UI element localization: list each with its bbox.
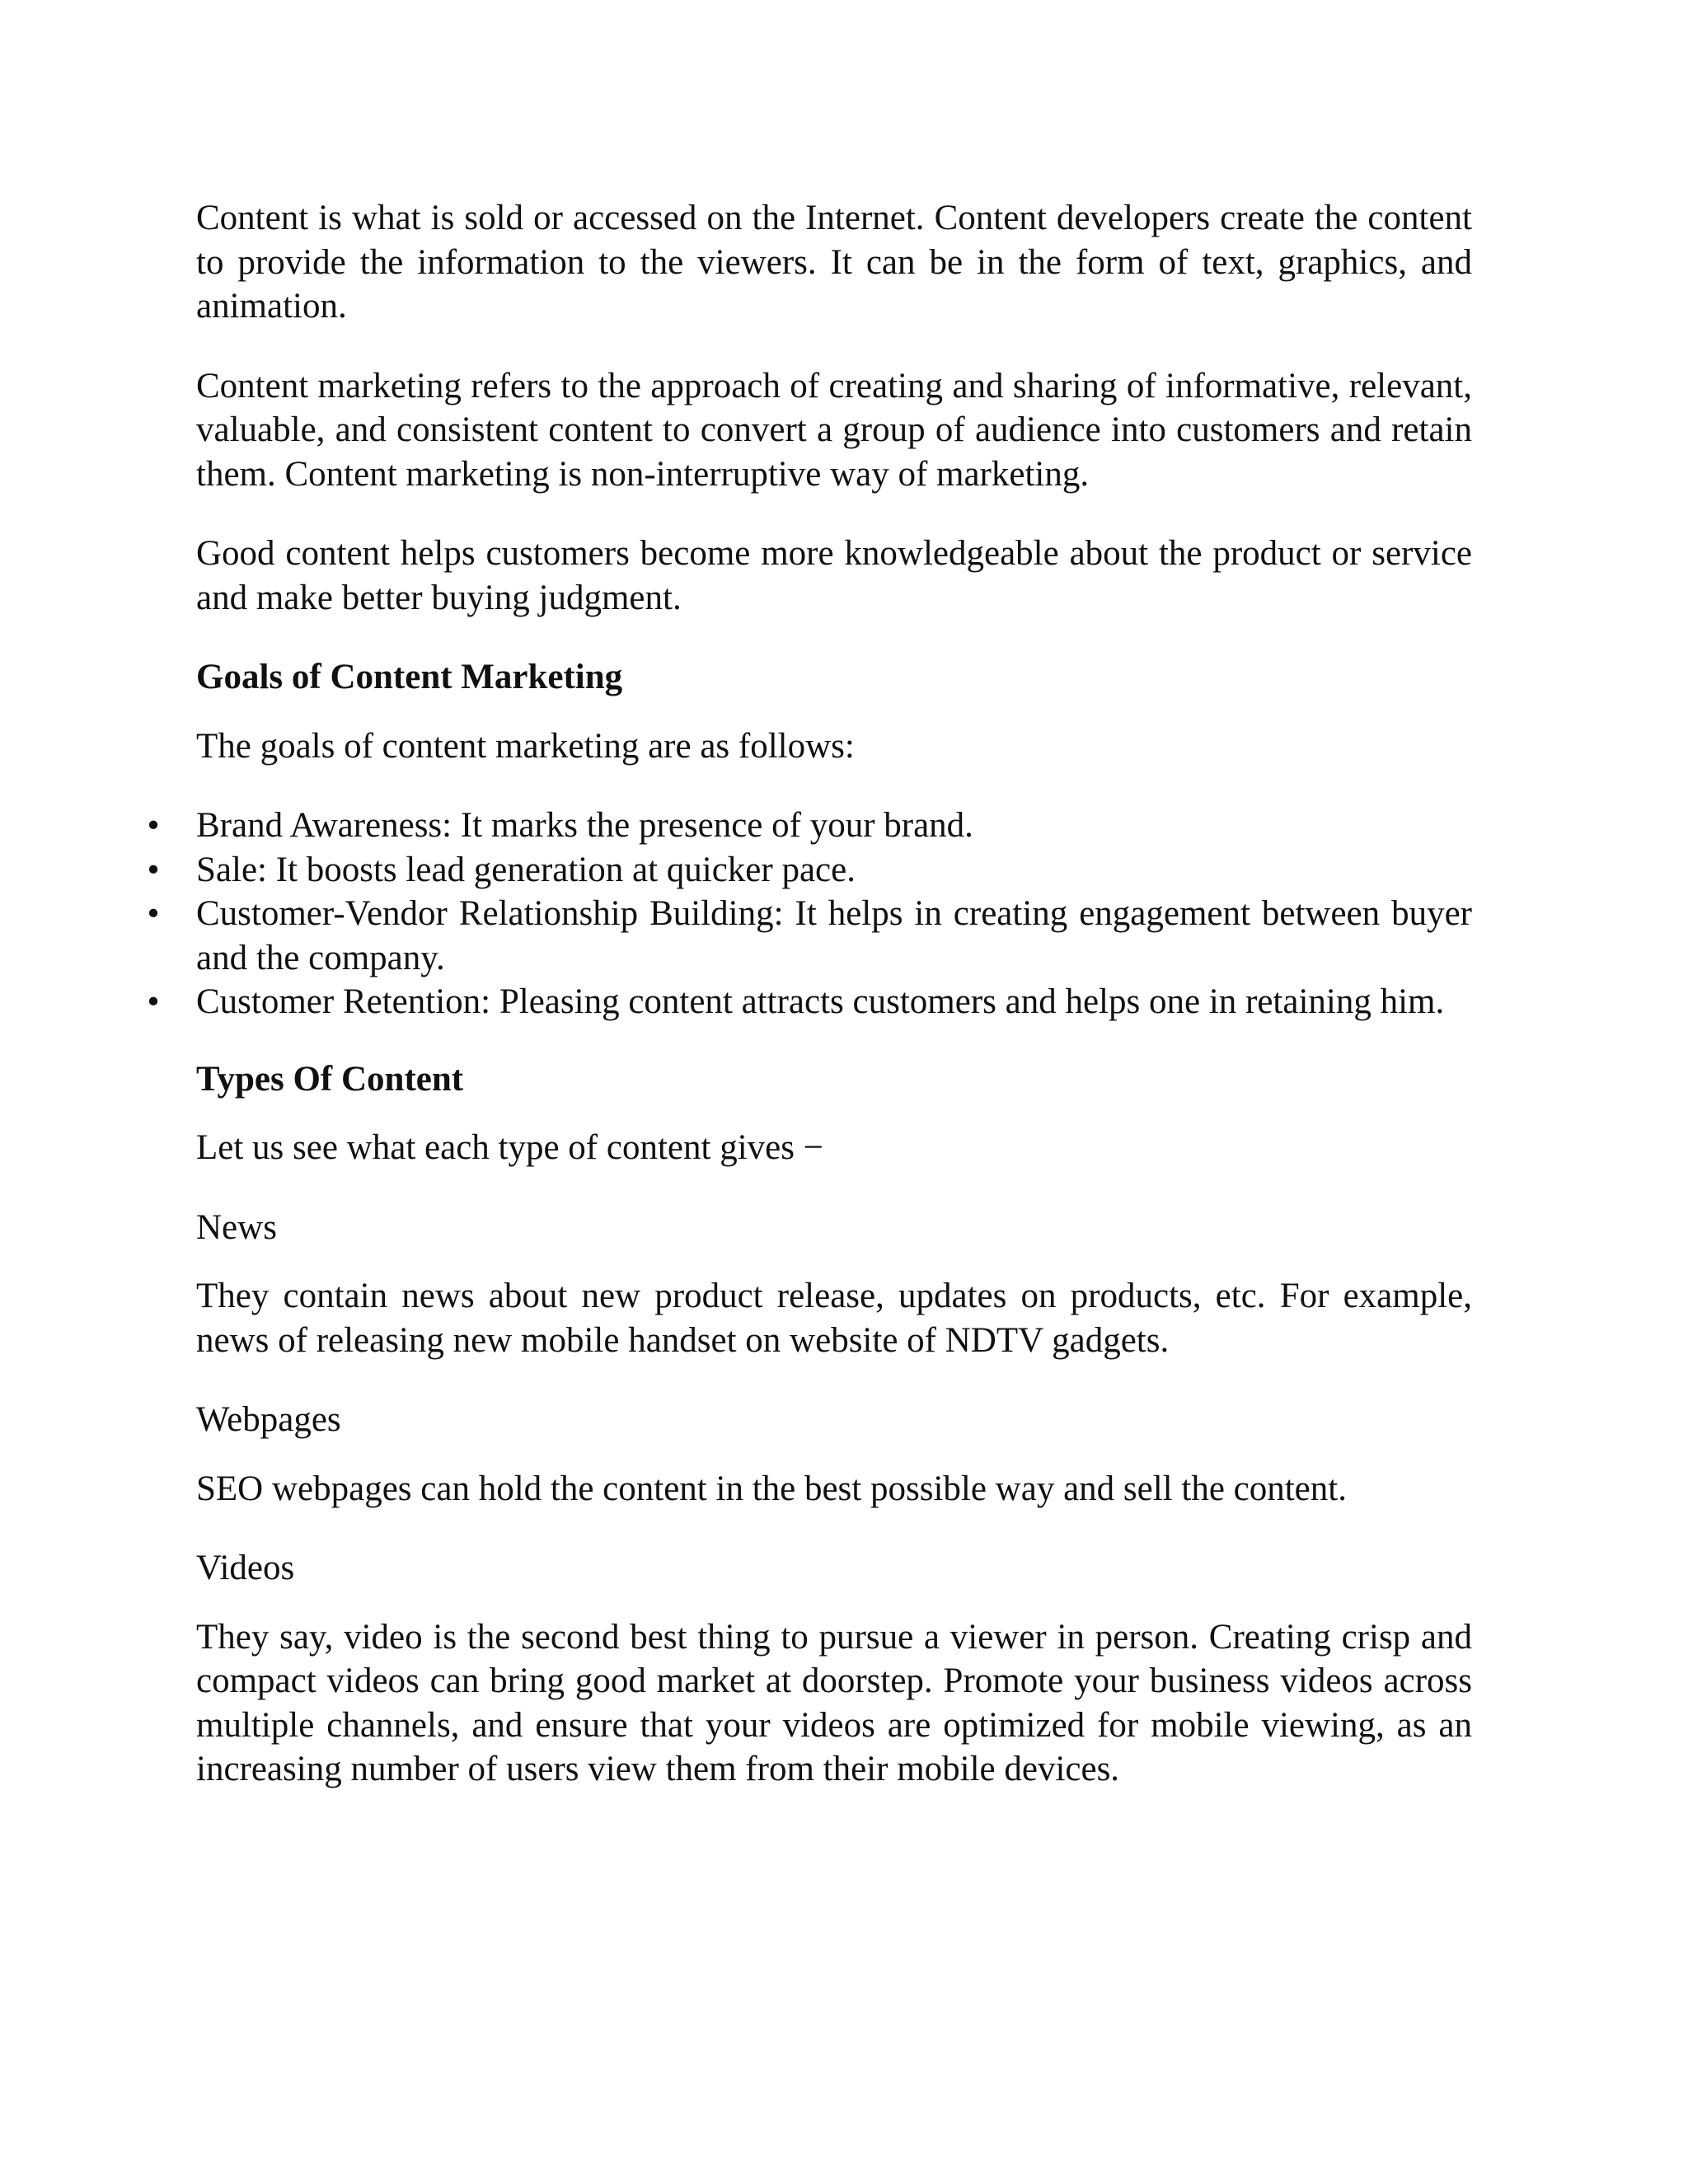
section-title-videos: Videos [196,1549,295,1587]
list-item [147,980,1472,1024]
section-title-news: News [196,1207,277,1247]
bullet-icon: • [147,894,160,933]
goals-intro: The goals of content marketing are as follows: [196,726,855,766]
goal-text: Brand Awareness: It marks the presence of your brand. [196,806,973,845]
section-title-webpages: Webpages [196,1400,341,1439]
list-item [147,804,1472,848]
section-body-webpages: SEO webpages can hold the content in the best possible way and sell the content. [196,1469,1347,1508]
list-item [147,892,1472,980]
goals-heading: Goals of Content Marketing [196,658,623,696]
intro-paragraph-content: Content is what is sold or accessed on the Internet. Content developers create the content to provide the information to the viewers. It can be in the form of text, graphics, and animation. [196,199,1472,326]
goal-text: Customer Retention: Pleasing content attracts customers and helps one in retaining him. [196,982,1445,1021]
bullet-icon: • [147,806,160,845]
list-item [147,848,1472,893]
types-heading: Types Of Content [196,1059,464,1099]
intro-paragraph-good-content: Good content helps customers become more knowledgeable about the product or service and make better buying judgment. [196,534,1472,617]
goals-list [147,804,1472,1024]
bullet-icon: • [147,850,160,889]
bullet-icon: • [147,982,160,1021]
goal-text: Customer-Vendor Relationship Building: It helps in creating engagement between buyer and the company. [196,894,1472,977]
document-page [147,196,1472,1827]
section-body-videos: They say, video is the second best thing to pursue a viewer in person. Creating crisp and compact videos can bring good market at doorstep. Promote your business videos across multiple channels, and ensure that your videos are optimized for mobile viewing, as an increasing number of users view them from their mobile devices. [196,1617,1472,1788]
types-intro: Let us see what each type of content gives − [196,1128,823,1167]
section-body-news: They contain news about new product release, updates on products, etc. For example, news of releasing new mobile handset on website of NDTV gadgets. [196,1277,1472,1360]
goal-text: Sale: It boosts lead generation at quicker pace. [196,850,856,889]
intro-paragraph-content-marketing: Content marketing refers to the approach of creating and sharing of informative, relevant, valuable, and consistent content to convert a group of audience into customers and retain them. Content marketing is non-interruptive way of marketing. [196,366,1472,494]
